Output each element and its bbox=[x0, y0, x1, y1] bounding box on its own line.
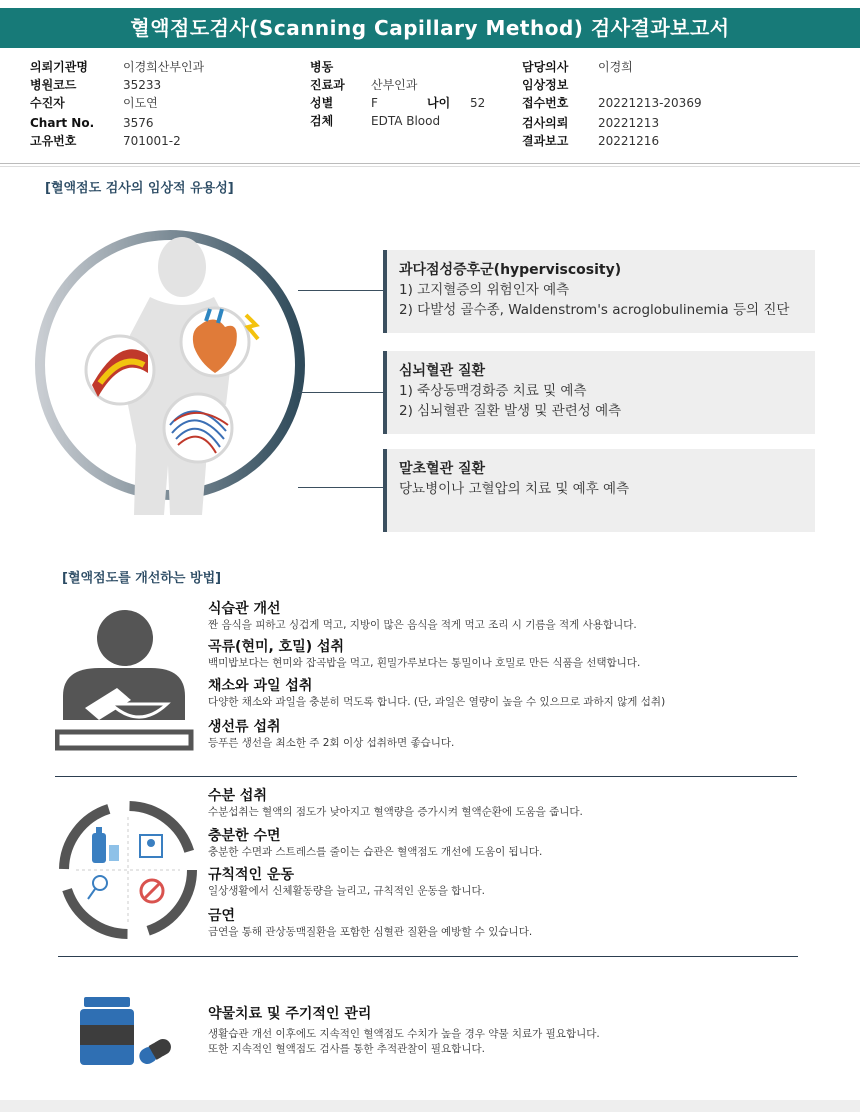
info-value: 3576 bbox=[123, 116, 154, 130]
tip-title: 수분 섭취 bbox=[208, 788, 267, 804]
lifestyle-tip bbox=[208, 866, 808, 899]
info-row bbox=[30, 76, 204, 94]
info-label: 수진자 bbox=[30, 96, 65, 110]
connector-line bbox=[298, 290, 383, 291]
diet-tip bbox=[208, 718, 808, 751]
info-label: 담당의사 bbox=[522, 60, 569, 74]
patient-info-col2 bbox=[310, 58, 485, 130]
lifestyle-tip bbox=[208, 907, 808, 940]
tip-desc: 짠 음식을 피하고 싱겁게 먹고, 지방이 많은 음식을 적게 먹고 조리 시 기름을 적게 사용합니다. bbox=[208, 619, 637, 631]
tip-desc: 백미밥보다는 현미와 잡곡밥을 먹고, 흰밀가루보다는 통밀이나 호밀로 만든 식품을 선택합니다. bbox=[208, 657, 641, 669]
info-row bbox=[522, 94, 702, 112]
tip-desc: 일상생활에서 신체활동량을 늘리고, 규칙적인 운동을 합니다. bbox=[208, 885, 485, 897]
info-value: 701001-2 bbox=[123, 134, 181, 148]
tip-title: 식습관 개선 bbox=[208, 601, 281, 617]
tip-title: 곡류(현미, 호밀) 섭취 bbox=[208, 639, 345, 655]
no-smoking-icon bbox=[141, 880, 163, 902]
tip-title: 규칙적인 운동 bbox=[208, 867, 295, 883]
clinical-card-hyperviscosity bbox=[383, 250, 815, 333]
lifestyle-tip bbox=[208, 827, 808, 860]
info-row bbox=[30, 132, 204, 150]
diet-tip bbox=[208, 600, 808, 633]
tip-title: 약물치료 및 주기적인 관리 bbox=[208, 1006, 372, 1022]
info-label: 진료과 bbox=[310, 78, 345, 92]
lifestyle-cycle-icon bbox=[52, 795, 204, 945]
info-row bbox=[522, 58, 702, 76]
lifestyle-tip bbox=[208, 787, 808, 820]
card-line: 1) 고지혈증의 위험인자 예측 bbox=[399, 282, 570, 298]
card-title: 말초혈관 질환 bbox=[399, 461, 486, 477]
info-label: 검체 bbox=[310, 114, 334, 128]
info-value: EDTA Blood bbox=[371, 114, 441, 128]
info-value: 20221213-20369 bbox=[598, 96, 702, 110]
info-row bbox=[522, 132, 702, 150]
card-line: 1) 죽상동맥경화증 치료 및 예측 bbox=[399, 383, 587, 399]
card-line: 2) 다발성 골수종, Waldenstrom's acroglobulinemia 등의 진단 bbox=[399, 302, 790, 318]
card-title: 과다점성증후군(hyperviscosity) bbox=[399, 262, 622, 278]
info-row bbox=[30, 58, 204, 76]
tip-title: 금연 bbox=[208, 908, 236, 924]
info-label: 결과보고 bbox=[522, 134, 569, 148]
info-label: 병원코드 bbox=[30, 78, 77, 92]
age-value: 52 bbox=[470, 96, 486, 110]
info-row bbox=[30, 94, 204, 112]
clinical-card-cardiovascular bbox=[383, 351, 815, 434]
tip-title: 생선류 섭취 bbox=[208, 719, 281, 735]
artery-icon bbox=[86, 336, 154, 404]
clinical-section-title: [혈액점도 검사의 임상적 유용성] bbox=[45, 181, 234, 196]
info-label: Chart No. bbox=[30, 116, 95, 130]
tip-desc: 등푸른 생선을 최소한 주 2회 이상 섭취하면 좋습니다. bbox=[208, 737, 455, 749]
badminton-icon bbox=[88, 876, 107, 899]
tip-desc: 다양한 채소와 과일을 충분히 먹도록 합니다. (단, 과일은 열량이 높을 수 있으므로 과하지 않게 섭취) bbox=[208, 696, 666, 708]
info-row bbox=[310, 76, 485, 94]
info-value: 20221213 bbox=[598, 116, 660, 130]
info-row bbox=[310, 94, 485, 112]
tip-title: 채소와 과일 섭취 bbox=[208, 678, 313, 694]
heart-icon bbox=[181, 308, 258, 376]
info-row bbox=[522, 114, 702, 132]
info-value: 35233 bbox=[123, 78, 162, 92]
card-title: 심뇌혈관 질환 bbox=[399, 363, 486, 379]
info-label: 의뢰기관명 bbox=[30, 60, 88, 74]
footer-bar bbox=[0, 1100, 860, 1112]
report-title: 혈액점도검사(Scanning Capillary Method) 검사결과보고서 bbox=[0, 8, 860, 48]
tip-desc: 또한 지속적인 혈액점도 검사를 통한 추적관찰이 필요합니다. bbox=[208, 1043, 485, 1055]
water-bottle-icon bbox=[92, 827, 119, 863]
tip-desc: 수분섭취는 혈액의 점도가 낮아지고 혈액량을 증가시켜 혈액순환에 도움을 줍니다. bbox=[208, 806, 583, 818]
body-illustration bbox=[30, 225, 310, 525]
section-divider bbox=[58, 956, 798, 957]
diet-tip bbox=[208, 638, 808, 671]
info-label: 접수번호 bbox=[522, 96, 569, 110]
medicine-bottle-icon bbox=[78, 995, 178, 1067]
info-label: 고유번호 bbox=[30, 134, 77, 148]
improve-section-title: [혈액점도를 개선하는 방법] bbox=[62, 571, 222, 586]
sleep-icon bbox=[140, 835, 162, 857]
info-row bbox=[310, 112, 485, 130]
patient-info-col3 bbox=[522, 58, 702, 150]
info-row bbox=[310, 58, 485, 76]
clinical-card-peripheral bbox=[383, 449, 815, 532]
card-line: 당뇨병이나 고혈압의 치료 및 예후 예측 bbox=[399, 481, 630, 497]
info-label: 병동 bbox=[310, 60, 334, 74]
diet-tip bbox=[208, 677, 808, 710]
info-value: 이도연 bbox=[123, 96, 158, 110]
header-divider-shadow bbox=[0, 166, 860, 167]
header-divider bbox=[0, 163, 860, 164]
age-label: 나이 bbox=[427, 96, 451, 110]
eating-person-icon bbox=[55, 608, 195, 753]
info-value: 산부인과 bbox=[371, 78, 418, 92]
capillary-icon bbox=[164, 394, 232, 462]
info-value: F bbox=[371, 96, 378, 110]
info-label: 검사의뢰 bbox=[522, 116, 569, 130]
info-value: 이경희 bbox=[598, 60, 633, 74]
info-row bbox=[522, 76, 702, 94]
info-label: 성별 bbox=[310, 96, 334, 110]
info-value: 20221216 bbox=[598, 134, 660, 148]
info-label: 임상정보 bbox=[522, 78, 569, 92]
tip-desc: 생활습관 개선 이후에도 지속적인 혈액점도 수치가 높을 경우 약물 치료가 필요합니다. bbox=[208, 1028, 600, 1040]
section-divider bbox=[55, 776, 797, 777]
medication-tip bbox=[208, 1005, 808, 1057]
connector-line bbox=[298, 392, 383, 393]
tip-desc: 충분한 수면과 스트레스를 줄이는 습관은 혈액점도 개선에 도움이 됩니다. bbox=[208, 846, 543, 858]
connector-line bbox=[298, 487, 383, 488]
card-line: 2) 심뇌혈관 질환 발생 및 관련성 예측 bbox=[399, 403, 622, 419]
patient-info-col1 bbox=[30, 58, 204, 150]
info-row bbox=[30, 114, 204, 132]
tip-desc: 금연을 통해 관상동맥질환을 포함한 심혈관 질환을 예방할 수 있습니다. bbox=[208, 926, 533, 938]
tip-title: 충분한 수면 bbox=[208, 828, 281, 844]
info-value: 이경희산부인과 bbox=[123, 60, 205, 74]
pill-icon bbox=[136, 1036, 173, 1067]
